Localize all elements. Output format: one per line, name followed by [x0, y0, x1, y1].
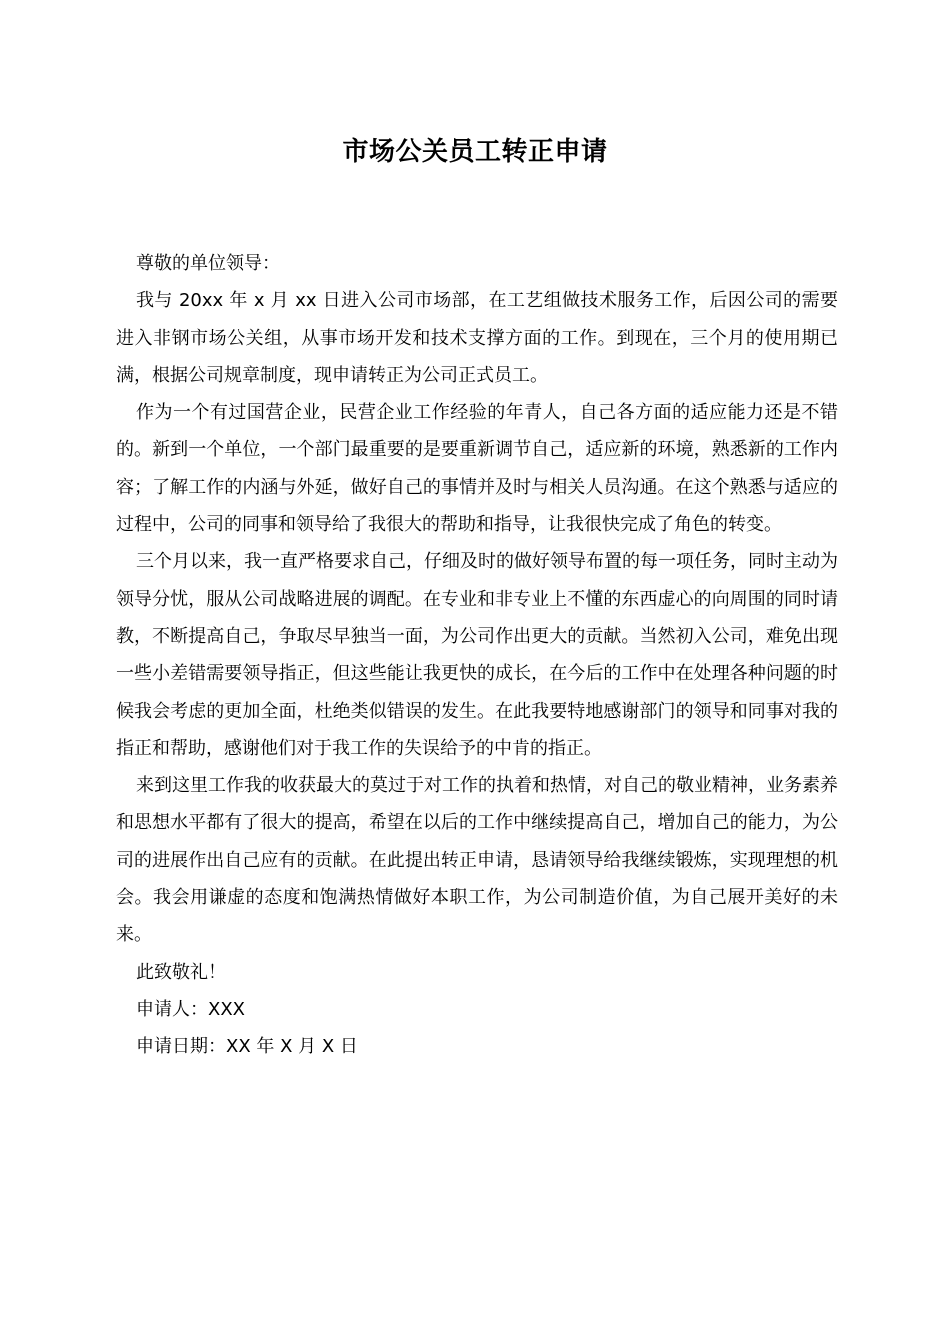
body-paragraph-3: 三个月以来，我一直严格要求自己，仔细及时的做好领导布置的每一项任务，同时主动为领导分忧，服从公司战略进展的调配。在专业和非专业上不懂的东西虚心的向周围的同时请教，不断提高自己，争取尽早独当一面，为公司作出更大的贡献。当然初入公司，难免出现一些小差错需要领导指正，但这些能让我更快的成长，在今后的工作中在处理各种问题的时候我会考虑的更加全面，杜绝类似错误的发生。在此我要特地感谢部门的领导和同事对我的指正和帮助，感谢他们对于我工作的失误给予的中肯的指正。: [116, 551, 838, 759]
document-title: 市场公关员工转正申请: [342, 137, 608, 167]
date-line: 申请日期：XX 年 X 月 X 日: [136, 1036, 358, 1058]
document-body: [116, 245, 838, 1066]
body-paragraph-1: 我与 20xx 年 x 月 xx 日进入公司市场部，在工艺组做技术服务工作，后因公司的需要进入非钢市场公关组，从事市场开发和技术支撑方面的工作。到现在，三个月的使用期已满，根据公司规章制度，现申请转正为公司正式员工。: [116, 290, 838, 386]
applicant-line: 申请人：XXX: [136, 998, 245, 1020]
salutation: 尊敬的单位领导：: [136, 253, 280, 274]
closing-line: 此致敬礼！: [136, 961, 226, 983]
body-paragraph-4: 来到这里工作我的收获最大的莫过于对工作的执着和热情，对自己的敬业精神，业务素养和思想水平都有了很大的提高，希望在以后的工作中继续提高自己，增加自己的能力，为公司的进展作出自己应有的贡献。在此提出转正申请，恳请领导给我继续锻炼，实现理想的机会。我会用谦虚的态度和饱满热情做好本职工作，为公司制造价值，为自己展开美好的未来。: [116, 775, 838, 946]
body-paragraph-2: 作为一个有过国营企业，民营企业工作经验的年青人，自己各方面的适应能力还是不错的。新到一个单位，一个部门最重要的是要重新调节自己，适应新的环境，熟悉新的工作内容；了解工作的内涵与外延，做好自己的事情并及时与相关人员沟通。在这个熟悉与适应的过程中，公司的同事和领导给了我很大的帮助和指导，让我很快完成了角色的转变。: [116, 402, 838, 536]
